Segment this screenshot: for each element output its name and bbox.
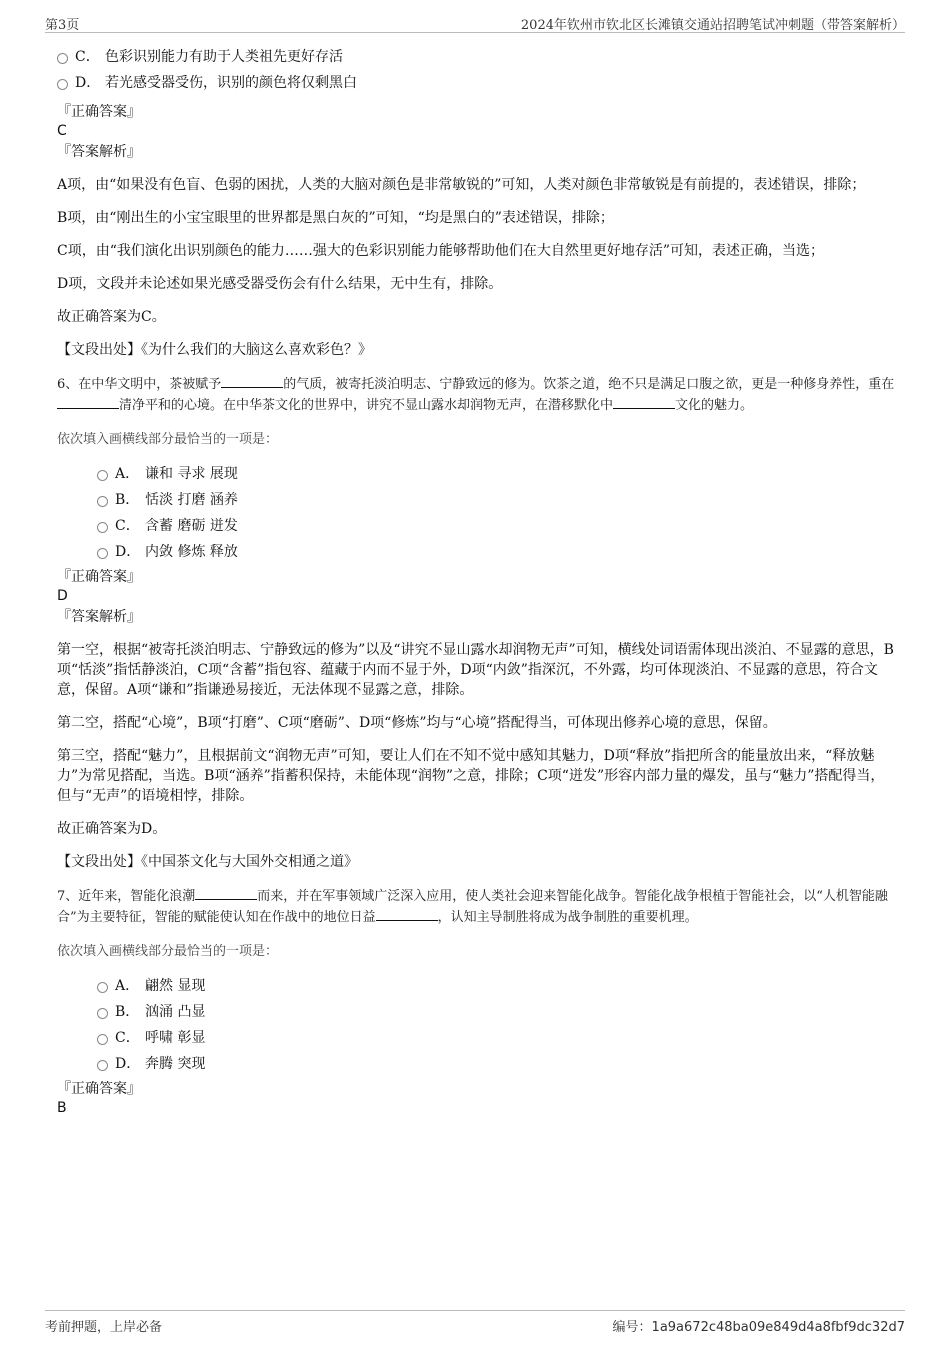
document-id: 编号：1a9a672c48ba09e849d4a8fbf9dc32d7 bbox=[612, 1320, 905, 1335]
radio-button[interactable] bbox=[97, 496, 108, 507]
answer-label: 『正确答案』 bbox=[57, 569, 141, 585]
radio-button[interactable] bbox=[57, 79, 68, 90]
analysis-label: 『答案解析』 bbox=[57, 144, 141, 160]
page-number: 第3页 bbox=[45, 18, 80, 33]
option-c[interactable] bbox=[57, 1025, 897, 1051]
stem-text: 而来，并在军事领域广泛深入应用，使人类社会迎来智能化战争。智能化战争根植于智能社会，以“人机智能融合”为主要特征，智能的赋能使认知在作战中的地位日益 bbox=[57, 889, 888, 925]
radio-button[interactable] bbox=[97, 1008, 108, 1019]
analysis-paragraph: 第二空，搭配“心境”，B项“打磨”、C项“磨砺”、D项“修炼”均与“心境”搭配得当，可体现出修养心境的意思，保留。 bbox=[57, 715, 777, 731]
question-instruction: 依次填入画横线部分最恰当的一项是： bbox=[57, 944, 279, 959]
option-b[interactable] bbox=[57, 487, 897, 513]
option-letter: D． bbox=[115, 544, 141, 560]
answer-label: 『正确答案』 bbox=[57, 1081, 141, 1097]
option-text: 汹涌 凸显 bbox=[145, 1004, 206, 1020]
option-text: 奔腾 突现 bbox=[145, 1056, 206, 1072]
option-text: 内敛 修炼 释放 bbox=[145, 544, 238, 560]
footer-slogan: 考前押题，上岸必备 bbox=[45, 1320, 163, 1335]
option-d[interactable] bbox=[57, 539, 897, 565]
analysis-paragraph: 第一空，根据“被寄托淡泊明志、宁静致远的修为”以及“讲究不显山露水却润物无声”可知，横线处词语需体现出淡泊、不显露的意思，B项“恬淡”指恬静淡泊，C项“含蓄”指包容、蕴藏于内而不显于外，D项“内敛”指深沉，不外露，均可体现淡泊、不显露的意思，符合文意，保留。A项“谦和”指谦逊易接近，无法体现不显露之意，排除。 bbox=[57, 642, 894, 698]
option-text: 恬淡 打磨 涵养 bbox=[145, 492, 238, 508]
option-text: 谦和 寻求 展现 bbox=[145, 466, 238, 482]
option-text: 呼啸 彰显 bbox=[145, 1030, 206, 1046]
fill-blank bbox=[57, 395, 119, 409]
analysis-paragraph: 第三空，搭配“魅力”，且根据前文“润物无声”可知，要让人们在不知不觉中感知其魅力，D项“释放”指把所含的能量放出来，“释放魅力”为常见搭配，当选。B项“涵养”指蓄积保持，未能体现“润物”之意，排除；C项“迸发”形容内部力量的爆发，虽与“魅力”搭配得当，但与“无声”的语境相悖，排除。 bbox=[57, 748, 885, 804]
option-letter: A． bbox=[115, 466, 140, 482]
analysis-conclusion: 故正确答案为D。 bbox=[57, 821, 167, 837]
radio-button[interactable] bbox=[97, 548, 108, 559]
analysis-paragraph: A项，由“如果没有色盲、色弱的困扰，人类的大脑对颜色是非常敏锐的”可知，人类对颜色非常敏锐是有前提的，表述错误，排除； bbox=[57, 177, 866, 193]
radio-button[interactable] bbox=[97, 1034, 108, 1045]
radio-button[interactable] bbox=[97, 1060, 108, 1071]
analysis-conclusion: 故正确答案为C。 bbox=[57, 309, 166, 325]
fill-blank bbox=[195, 886, 257, 900]
stem-text: 7、近年来，智能化浪潮 bbox=[57, 889, 196, 904]
option-letter: D． bbox=[115, 1056, 141, 1072]
option-letter: B． bbox=[115, 1004, 140, 1020]
answer-value: D bbox=[57, 588, 68, 604]
page-footer bbox=[45, 1310, 905, 1335]
option-text: 翩然 显现 bbox=[145, 978, 206, 994]
question-stem bbox=[57, 886, 897, 928]
option-b[interactable] bbox=[57, 999, 897, 1025]
option-letter: C． bbox=[115, 1030, 140, 1046]
analysis-paragraph: C项，由“我们演化出识别颜色的能力……强大的色彩识别能力能够帮助他们在大自然里更好地存活”可知，表述正确，当选； bbox=[57, 243, 825, 259]
answer-label: 『正确答案』 bbox=[57, 104, 141, 120]
fill-blank bbox=[221, 374, 283, 388]
question-instruction: 依次填入画横线部分最恰当的一项是： bbox=[57, 432, 279, 447]
option-text: 色彩识别能力有助于人类祖先更好存活 bbox=[105, 49, 343, 65]
option-c[interactable] bbox=[57, 513, 897, 539]
analysis-label: 『答案解析』 bbox=[57, 609, 141, 625]
radio-button[interactable] bbox=[97, 982, 108, 993]
source-citation: 【文段出处】《为什么我们的大脑这么喜欢彩色？》 bbox=[57, 342, 372, 358]
stem-text: 的气质，被寄托淡泊明志、宁静致远的修为。饮茶之道，绝不只是满足口腹之欲，更是一种修身养性，重在 bbox=[283, 377, 895, 392]
option-a[interactable] bbox=[57, 973, 897, 999]
stem-text: 6、在中华文明中，茶被赋予 bbox=[57, 377, 222, 392]
stem-text: 文化的魅力。 bbox=[675, 398, 754, 413]
radio-button[interactable] bbox=[97, 470, 108, 481]
fill-blank bbox=[613, 395, 675, 409]
answer-value: B bbox=[57, 1100, 67, 1116]
source-citation: 【文段出处】《中国茶文化与大国外交相通之道》 bbox=[57, 854, 358, 870]
document-title: 2024年钦州市钦北区长滩镇交通站招聘笔试冲刺题（带答案解析） bbox=[520, 18, 905, 33]
option-letter: C． bbox=[75, 49, 100, 65]
option-letter: C． bbox=[115, 518, 140, 534]
radio-button[interactable] bbox=[57, 53, 68, 64]
fill-blank bbox=[376, 907, 438, 921]
option-letter: D． bbox=[75, 75, 101, 91]
option-d[interactable] bbox=[57, 70, 897, 96]
page-header bbox=[45, 10, 905, 33]
option-a[interactable] bbox=[57, 461, 897, 487]
radio-button[interactable] bbox=[97, 522, 108, 533]
option-c[interactable] bbox=[57, 44, 897, 70]
question-stem bbox=[57, 374, 897, 416]
option-d[interactable] bbox=[57, 1051, 897, 1077]
main-content bbox=[57, 44, 897, 1117]
analysis-paragraph: B项，由“刚出生的小宝宝眼里的世界都是黑白灰的”可知，“均是黑白的”表述错误，排除； bbox=[57, 210, 614, 226]
option-letter: B． bbox=[115, 492, 140, 508]
analysis-paragraph: D项，文段并未论述如果光感受器受伤会有什么结果，无中生有，排除。 bbox=[57, 276, 503, 292]
option-text: 含蓄 磨砺 迸发 bbox=[145, 518, 238, 534]
stem-text: ，认知主导制胜将成为战争制胜的重要机理。 bbox=[437, 910, 698, 925]
option-letter: A． bbox=[115, 978, 140, 994]
stem-text: 清净平和的心境。在中华茶文化的世界中，讲究不显山露水却润物无声，在潜移默化中 bbox=[119, 398, 614, 413]
answer-value: C bbox=[57, 123, 67, 139]
option-text: 若光感受器受伤，识别的颜色将仅剩黑白 bbox=[105, 75, 357, 91]
